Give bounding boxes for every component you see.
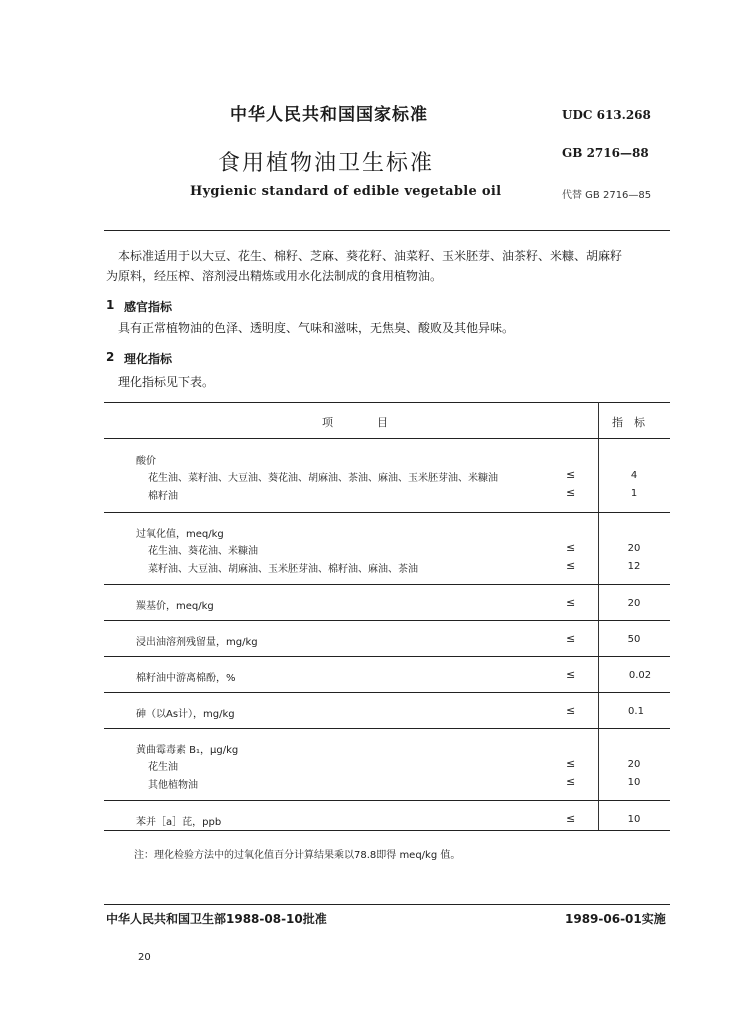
standard-code: GB 2716—88 <box>562 146 649 160</box>
intro-line-2: 为原料，经压榨、溶剂浸出精炼或用水化法制成的食用植物油。 <box>106 269 443 283</box>
table-group-title: 过氧化值，meq/kg <box>136 529 224 540</box>
document-title: 食用植物油卫生标准 <box>218 151 435 176</box>
table-row-label: 其他植物油 <box>148 780 198 791</box>
section-1-heading: 感官指标 <box>124 300 173 314</box>
table-row-value: 1 <box>630 488 638 499</box>
table-row-value: 10 <box>627 777 641 788</box>
section-1-text: 具有正常植物油的色泽、透明度、气味和滋味，无焦臭、酸败及其他异味。 <box>118 321 515 335</box>
approval-line: 中华人民共和国卫生部1988-08-10批准 <box>106 912 327 926</box>
table-top-rule <box>104 402 670 403</box>
section-1-number: 1 <box>106 298 115 312</box>
le-symbol: ≤ <box>566 812 576 825</box>
table-row-value: 4 <box>630 470 638 481</box>
replaces-standard: 代替 GB 2716—85 <box>562 190 652 201</box>
issuing-authority: 中华人民共和国国家标准 <box>230 105 428 125</box>
table-group-title: 砷（以As计），mg/kg <box>136 709 235 720</box>
le-symbol: ≤ <box>566 468 576 481</box>
le-symbol: ≤ <box>566 559 576 572</box>
table-row-rule <box>104 692 670 693</box>
table-column-divider <box>598 402 599 830</box>
table-row-value: 10 <box>627 814 641 825</box>
table-row-rule <box>104 512 670 513</box>
table-bottom-rule <box>104 830 670 831</box>
table-row-value: 0.02 <box>628 670 652 681</box>
section-2-number: 2 <box>106 350 115 364</box>
le-symbol: ≤ <box>566 596 576 609</box>
le-symbol: ≤ <box>566 704 576 717</box>
table-row-label: 菜籽油、大豆油、胡麻油、玉米胚芽油、棉籽油、麻油、茶油 <box>148 564 418 575</box>
table-header-rule <box>104 438 670 439</box>
table-header-value: 指 标 <box>612 416 645 429</box>
table-row-value: 50 <box>627 634 641 645</box>
table-row-label: 花生油、菜籽油、大豆油、葵花油、胡麻油、茶油、麻油、玉米胚芽油、米糠油 <box>148 473 498 484</box>
english-title: Hygienic standard of edible vegetable oil <box>190 184 502 199</box>
table-row-rule <box>104 656 670 657</box>
table-row-value: 0.1 <box>628 706 644 717</box>
intro-line-1: 本标准适用于以大豆、花生、棉籽、芝麻、葵花籽、油菜籽、玉米胚芽、油茶籽、米糠、胡麻籽 <box>118 249 623 263</box>
section-2-heading: 理化指标 <box>124 352 173 366</box>
table-group-title: 羰基价，meq/kg <box>136 601 214 612</box>
table-group-title: 棉籽油中游离棉酚，% <box>136 673 236 684</box>
table-row-label: 棉籽油 <box>148 491 178 502</box>
footer-divider <box>104 904 670 905</box>
table-row-rule <box>104 728 670 729</box>
le-symbol: ≤ <box>566 486 576 499</box>
udc-code: UDC 613.268 <box>562 108 651 122</box>
effective-date: 1989-06-01实施 <box>565 912 666 926</box>
le-symbol: ≤ <box>566 541 576 554</box>
table-row-value: 12 <box>627 561 641 572</box>
table-row-value: 20 <box>627 759 641 770</box>
table-header-item: 项 目 <box>322 416 388 429</box>
section-2-text: 理化指标见下表。 <box>118 375 215 389</box>
table-row-label: 花生油、葵花油、米糠油 <box>148 546 258 557</box>
le-symbol: ≤ <box>566 757 576 770</box>
le-symbol: ≤ <box>566 632 576 645</box>
le-symbol: ≤ <box>566 668 576 681</box>
table-note: 注：理化检验方法中的过氧化值百分计算结果乘以78.8即得 meq/kg 值。 <box>134 850 461 861</box>
table-row-rule <box>104 620 670 621</box>
le-symbol: ≤ <box>566 775 576 788</box>
table-group-title: 苯并［a］芘，ppb <box>136 817 222 828</box>
table-row-label: 花生油 <box>148 762 178 773</box>
table-group-title: 浸出油溶剂残留量，mg/kg <box>136 637 258 648</box>
table-row-value: 20 <box>627 543 641 554</box>
table-group-title: 酸价 <box>136 456 156 467</box>
table-row-value: 20 <box>627 598 641 609</box>
header-divider <box>104 230 670 231</box>
table-row-rule <box>104 584 670 585</box>
page-number: 20 <box>138 952 151 963</box>
table-row-rule <box>104 800 670 801</box>
table-group-title: 黄曲霉毒素 B₁，μg/kg <box>136 745 239 756</box>
